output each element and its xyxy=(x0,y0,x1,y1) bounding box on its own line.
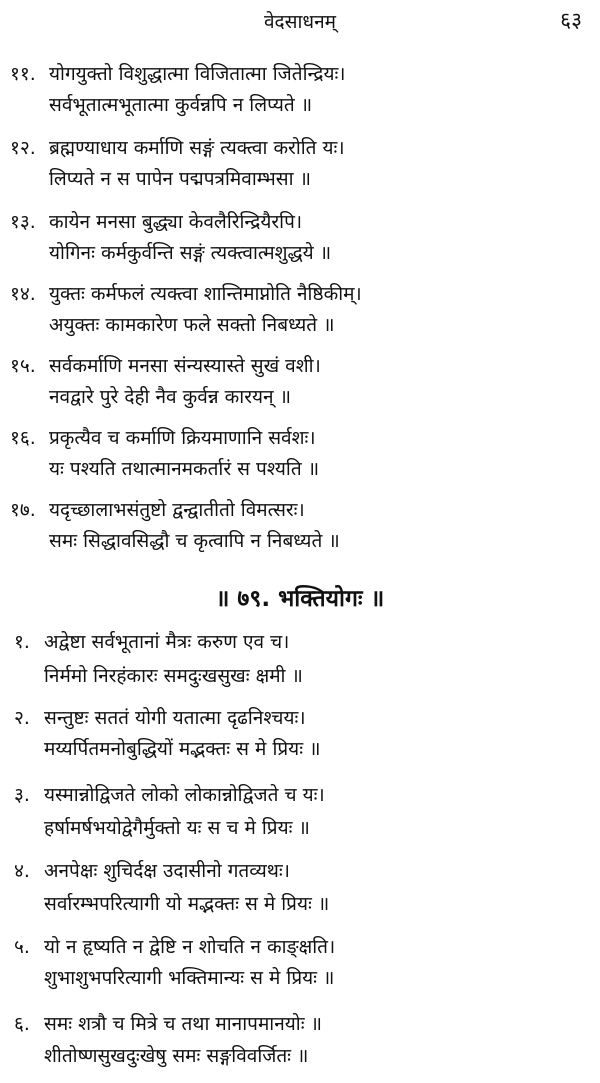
verse-line-2: हर्षामर्षभयोद्वेगैर्मुक्तो यः स च मे प्रियः ॥ xyxy=(44,817,310,839)
verse-number: ४. xyxy=(14,860,30,882)
verse-number: २. xyxy=(14,707,30,729)
verse-line-1: ब्रह्मण्याधाय कर्माणि सङ्गं त्यक्त्वा करोति यः। xyxy=(49,137,345,159)
verse-line-2: शीतोष्णसुखदुःखेषु समः सङ्गविवर्जितः ॥ xyxy=(44,1045,309,1067)
verse-line-1: यदृच्छालाभसंतुष्टो द्वन्द्वातीतो विमत्सरः। xyxy=(49,499,305,521)
verse-number: १. xyxy=(14,631,30,653)
verse-line-2: शुभाशुभपरित्यागी भक्तिमान्यः स मे प्रियः ॥ xyxy=(44,967,335,989)
verse-line-2: सर्वभूतात्मभूतात्मा कुर्वन्नपि न लिप्यते ॥ xyxy=(49,94,313,116)
verse-number: ६. xyxy=(14,1013,30,1035)
verse-line-2: निर्ममो निरहंकारः समदुःखसुखः क्षमी ॥ xyxy=(44,665,303,687)
verse-line-2: यः पश्यति तथात्मानमकर्तारं स पश्यति ॥ xyxy=(49,458,320,480)
verse-number: ११. xyxy=(10,63,36,85)
verse-number: १२. xyxy=(10,137,36,159)
verse-line-2: मय्यर्पितमनोबुद्धियों मद्भक्तः स मे प्रियः ॥ xyxy=(44,738,321,760)
verse-line-1: प्रकृत्यैव च कर्माणि क्रियमाणानि सर्वशः। xyxy=(49,427,316,449)
verse-line-1: समः शत्रौ च मित्रे च तथा मानापमानयोः ॥ xyxy=(44,1013,322,1035)
running-header xyxy=(0,6,600,36)
verse-number: ३. xyxy=(14,784,30,806)
verse-line-2: समः सिद्धावसिद्धौ च कृत्वापि न निबध्यते ॥ xyxy=(49,530,340,552)
verse-number: १४. xyxy=(10,283,36,305)
verse-line-2: योगिनः कर्मकुर्वन्ति सङ्गं त्यक्त्वात्मशुद्धये ॥ xyxy=(49,242,332,264)
verse-line-1: अद्वेष्टा सर्वभूतानां मैत्रः करुण एव च। xyxy=(44,631,290,653)
verse-number: १३. xyxy=(10,211,36,233)
verse-line-1: योगयुक्तो विशुद्धात्मा विजितात्मा जितेन्द्रियः। xyxy=(49,63,346,85)
verse-line-1: कायेन मनसा बुद्ध्या केवलैरिन्द्रियैरपि। xyxy=(49,211,303,233)
verse-line-1: यो न हृष्यति न द्वेष्टि न शोचति न काङ्क्षति। xyxy=(44,936,336,958)
verse-number: १५. xyxy=(10,355,36,377)
verse-line-2: लिप्यते न स पापेन पद्मपत्रमिवाम्भसा ॥ xyxy=(49,168,311,190)
verse-line-2: सर्वारम्भपरित्यागी यो मद्भक्तः स मे प्रियः ॥ xyxy=(44,893,330,915)
verse-line-1: युक्तः कर्मफलं त्यक्त्वा शान्तिमाप्नोति नैष्ठिकीम्। xyxy=(49,283,362,305)
verse-line-1: सन्तुष्टः सततं योगी यतात्मा दृढनिश्चयः। xyxy=(44,707,306,729)
running-title: वेदसाधनम् xyxy=(263,11,336,33)
verse-line-2: नवद्वारे पुरे देही नैव कुर्वन्न कारयन् ॥ xyxy=(49,386,291,408)
section-heading: ॥ ७९. भक्तियोगः ॥ xyxy=(215,586,385,612)
verse-line-2: अयुक्तः कामकारेण फले सक्तो निबध्यते ॥ xyxy=(49,314,335,336)
verse-number: ५. xyxy=(14,936,30,958)
verse-number: १७. xyxy=(10,499,36,521)
verse-number: १६. xyxy=(10,427,36,449)
verse-line-1: सर्वकर्माणि मनसा संन्यस्यास्ते सुखं वशी। xyxy=(49,355,321,377)
page-number: ६३ xyxy=(560,8,582,32)
verse-line-1: यस्मान्नोद्विजते लोको लोकान्नोद्विजते च यः। xyxy=(44,784,325,806)
verse-line-1: अनपेक्षः शुचिर्दक्ष उदासीनो गतव्यथः। xyxy=(44,860,290,882)
